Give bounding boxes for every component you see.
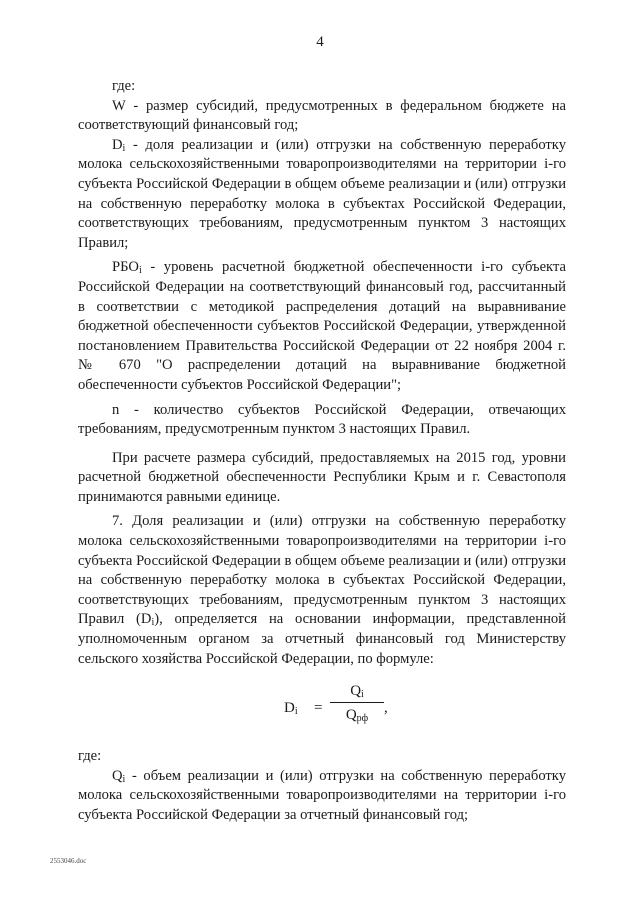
formula-di bbox=[78, 679, 566, 741]
paragraph-section-7 bbox=[78, 512, 566, 669]
formula-denominator-symbol: Q bbox=[345, 707, 357, 724]
crimea-note-text: При расчете размера субсидий, предоставляемых на 2015 год, уровни расчетной бюджетной обеспеченности Республики Крым и г. Севастополя принимаются равными единице. bbox=[78, 449, 566, 505]
section-7-text-b: ), определяется на основании информации, представленной уполномоченным органом за отчетный финансовый год Министерству сельского хозяйства Российской Федерации, по формуле: bbox=[78, 611, 566, 667]
qi-definition-text: - объем реализации и (или) отгрузки на собственную переработку молока сельскохозяйственными товаропроизводителями на территории i-го субъекта Российской Федерации за отчетный финансовый год; bbox=[78, 767, 566, 823]
paragraph-where-2 bbox=[78, 747, 566, 767]
formula-lhs bbox=[284, 699, 298, 719]
formula-fraction-bar bbox=[330, 702, 384, 703]
formula-numerator-subscript: i bbox=[361, 689, 364, 701]
section-7-subscript: i bbox=[151, 617, 155, 629]
section-7-text-a: 7. Доля реализации и (или) отгрузки на собственную переработку молока сельскохозяйственными товаропроизводителями на территории i-го субъекта Российской Федерации в общем объеме реализации и (или) отгрузки на собственную переработку молока в субъектах Российской Федерации, соответствующих требованиям, предусмотренным пунктом 3 настоящих Правил (D bbox=[78, 513, 566, 628]
formula-lhs-symbol: D bbox=[284, 700, 295, 717]
formula-comma: , bbox=[384, 700, 388, 717]
paragraph-rbo-definition bbox=[78, 258, 566, 395]
formula-numerator bbox=[330, 681, 384, 701]
document-body bbox=[78, 77, 566, 826]
where-label-2: где: bbox=[78, 748, 102, 765]
formula-lhs-subscript: i bbox=[294, 706, 298, 718]
formula-numerator-symbol: Q bbox=[350, 683, 362, 700]
where-label: где: bbox=[112, 78, 136, 94]
di-definition-text: - доля реализации и (или) отгрузки на собственную переработку молока сельскохозяйственными товаропроизводителями на территории i-го субъекта Российской Федерации в общем объеме реализации и (или) отгрузки на собственную переработку молока в субъектах Российской Федерации, соответствующих требованиям, предусмотренным пунктом 3 настоящих Правил; bbox=[78, 136, 566, 251]
paragraph-n-definition bbox=[78, 401, 566, 440]
formula-denominator-subscript: рф bbox=[356, 713, 369, 725]
paragraph-di-definition bbox=[78, 136, 566, 254]
rbo-definition-text: - уровень расчетной бюджетной обеспеченности i-го субъекта Российской Федерации на соответствующий финансовый год, рассчитанный в соответствии с методикой распределения дотаций на выравнивание бюджетной обеспеченности субъектов Российской Федерации, утвержденной постановлением Правительства Российской Федерации от 22 ноября 2004 г. № 670 "О распределении дотаций на выравнивание бюджетной обеспеченности субъектов Российской Федерации"; bbox=[78, 259, 566, 393]
qi-symbol: Q bbox=[112, 767, 123, 784]
formula-equals: = bbox=[314, 700, 323, 717]
paragraph-crimea-note bbox=[78, 449, 566, 508]
formula-fraction bbox=[330, 681, 384, 725]
paragraph-w-definition bbox=[78, 97, 566, 136]
paragraph-where bbox=[78, 77, 566, 97]
di-subscript: i bbox=[122, 142, 126, 154]
n-definition-text: n - количество субъектов Российской Федерации, отвечающих требованиям, предусмотренным пунктом 3 настоящих Правил. bbox=[78, 401, 566, 438]
file-name-footer: 2553046.doc bbox=[50, 857, 87, 865]
w-definition-text: W - размер субсидий, предусмотренных в федеральном бюджете на соответствующий финансовый год; bbox=[78, 97, 566, 134]
qi-subscript: i bbox=[122, 773, 126, 785]
paragraph-qi-definition bbox=[78, 767, 566, 826]
formula-denominator bbox=[330, 705, 384, 725]
rbo-subscript: i bbox=[138, 265, 142, 277]
rbo-symbol: РБО bbox=[112, 259, 139, 276]
page-number: 4 bbox=[316, 34, 324, 50]
di-symbol: D bbox=[112, 136, 123, 153]
